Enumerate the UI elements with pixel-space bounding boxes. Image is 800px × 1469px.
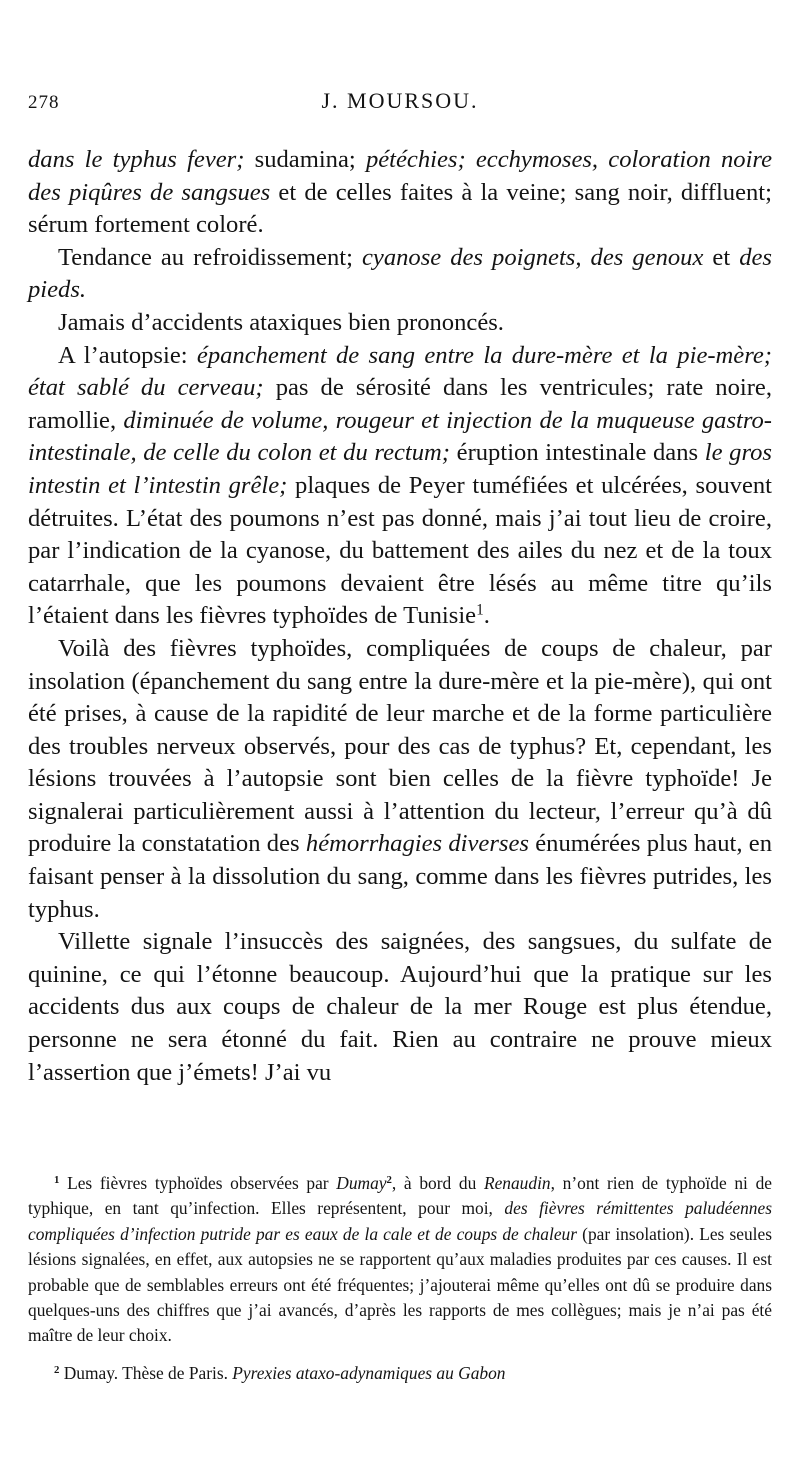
running-title: J. MOURSOU.: [321, 88, 479, 113]
text-run: .: [483, 602, 490, 630]
text-run: Dumay. Thèse de Paris.: [59, 1362, 233, 1383]
footnote-number: 1: [54, 1174, 60, 1187]
text-run: , n’ont rien de typhoïde ni de typhique, en tant qu’infection. Elles représentent, pour moi,: [28, 1173, 772, 1219]
footnote-number: 2: [386, 1174, 392, 1187]
text-run: pas de sérosité dans les ventricules; rate noire, ramollie,: [28, 374, 772, 434]
text-run: et de celles faites à la veine; sang noir, diffluent; sérum fortement coloré.: [28, 178, 772, 239]
page-header: [28, 84, 772, 124]
text-run: Les fièvres typhoïdes observées par: [59, 1173, 337, 1193]
text-run: (par insolation). Les seules lésions signalées, en effet, aux autopsies ne se rapportent qu’aux maladies produites par ces causes. Il est probable que de semblables erreurs ont été fréquentes; j’ajouterai même qu’elles ont dû se produire dans quelques-uns des chiffres que j’ai avancés, d’après les rapports de mes collègues; mais je n’ai pas été maître de leur choix.: [28, 1223, 772, 1346]
italic-text: dans le typhus fever;: [28, 146, 245, 173]
text-run: Tendance au refroidissement;: [58, 243, 362, 271]
text-run: éruption intestinale dans: [450, 439, 705, 467]
italic-text: pétéchies; ecchymoses, coloration noire des piqûres de sangsues: [28, 146, 772, 206]
paragraph-autopsy: [28, 340, 772, 633]
italic-text: Renaudin: [483, 1173, 551, 1193]
footnote-1: [28, 1171, 772, 1349]
text-run: Voilà des fièvres typhoïdes, compliquées de coups de chaleur, par insolation (épanchement du sang entre la dure-mère et la pie-mère), qui ont été prises, à cause de la rapidité de leur marche et de la forme particulière des troubles nerveux observés, pour des cas de typhus? Et, cependant, les lésions trouvées à l’autopsie sont bien celles de la fièvre typhoïde! Je signalerai particulièrement aussi à l’attention du lecteur, l’erreur qu’à dû produire la constatation des: [28, 634, 772, 858]
page-number: 278: [28, 92, 60, 113]
text-run: sudamina;: [244, 146, 366, 173]
footnote-number: 2: [54, 1363, 60, 1376]
paragraph-ataxic: [28, 307, 772, 340]
text-run: A l’autopsie:: [58, 341, 197, 369]
italic-text: des pieds.: [28, 243, 772, 304]
text-run: plaques de Peyer tuméfiées et ulcérées, souvent détruites. L’état des poumons n’est pas donné, mais j’ai tout lieu de croire, par l’indication de la cyanose, du battement des ailes du nez et de la toux catarrhale, que les poumons devaient être lésés au même titre qu’ils l’étaient dans les fièvres typhoïdes de Tunisie: [28, 471, 773, 630]
footnote-marker: 1: [476, 601, 484, 619]
text-run: , à bord du: [391, 1173, 484, 1193]
text-run: Jamais d’accidents ataxiques bien prononcés.: [58, 308, 504, 336]
italic-text: cyanose des poignets, des genoux: [361, 243, 704, 271]
italic-text: épanchement de sang entre la dure-mère et la pie-mère; état sablé du cerveau;: [28, 341, 772, 402]
paragraph-symptoms: [28, 144, 772, 242]
italic-text: hémorrhagies diverses: [305, 830, 529, 858]
paragraph-cooling: [28, 242, 772, 307]
paragraph-villette: [28, 926, 772, 1089]
italic-text: des fièvres rémittentes paludéennes compliquées d’infection putride par es eaux de la cale et de coups de chaleur: [28, 1198, 772, 1244]
text-run: énumérées plus haut, en faisant penser à la dissolution du sang, comme dans les fièvres putrides, les typhus.: [28, 830, 773, 923]
footnotes: [28, 1171, 772, 1386]
paragraph-voila: [28, 633, 772, 926]
italic-text: Dumay: [336, 1173, 387, 1193]
italic-text: Pyrexies ataxo-adynamiques au Gabon: [232, 1362, 506, 1383]
italic-text: le gros intestin et l’intestin grêle;: [28, 439, 772, 499]
text-run: Villette signale l’insuccès des saignées, des sangsues, du sulfate de quinine, ce qui l’étonne beaucoup. Aujourd’hui que la pratique sur les accidents dus aux coups de chaleur de la mer Rouge est plus étendue, personne ne sera étonné du fait. Rien au contraire ne prouve mieux l’assertion que j’émets! J’ai vu: [28, 928, 772, 1086]
text-run: et: [703, 243, 740, 271]
footnote-2: [28, 1361, 772, 1386]
italic-text: diminuée de volume, rougeur et injection de la muqueuse gastro-intestinale, de celle du colon et du rectum;: [28, 406, 772, 467]
body-text: [28, 144, 772, 1089]
